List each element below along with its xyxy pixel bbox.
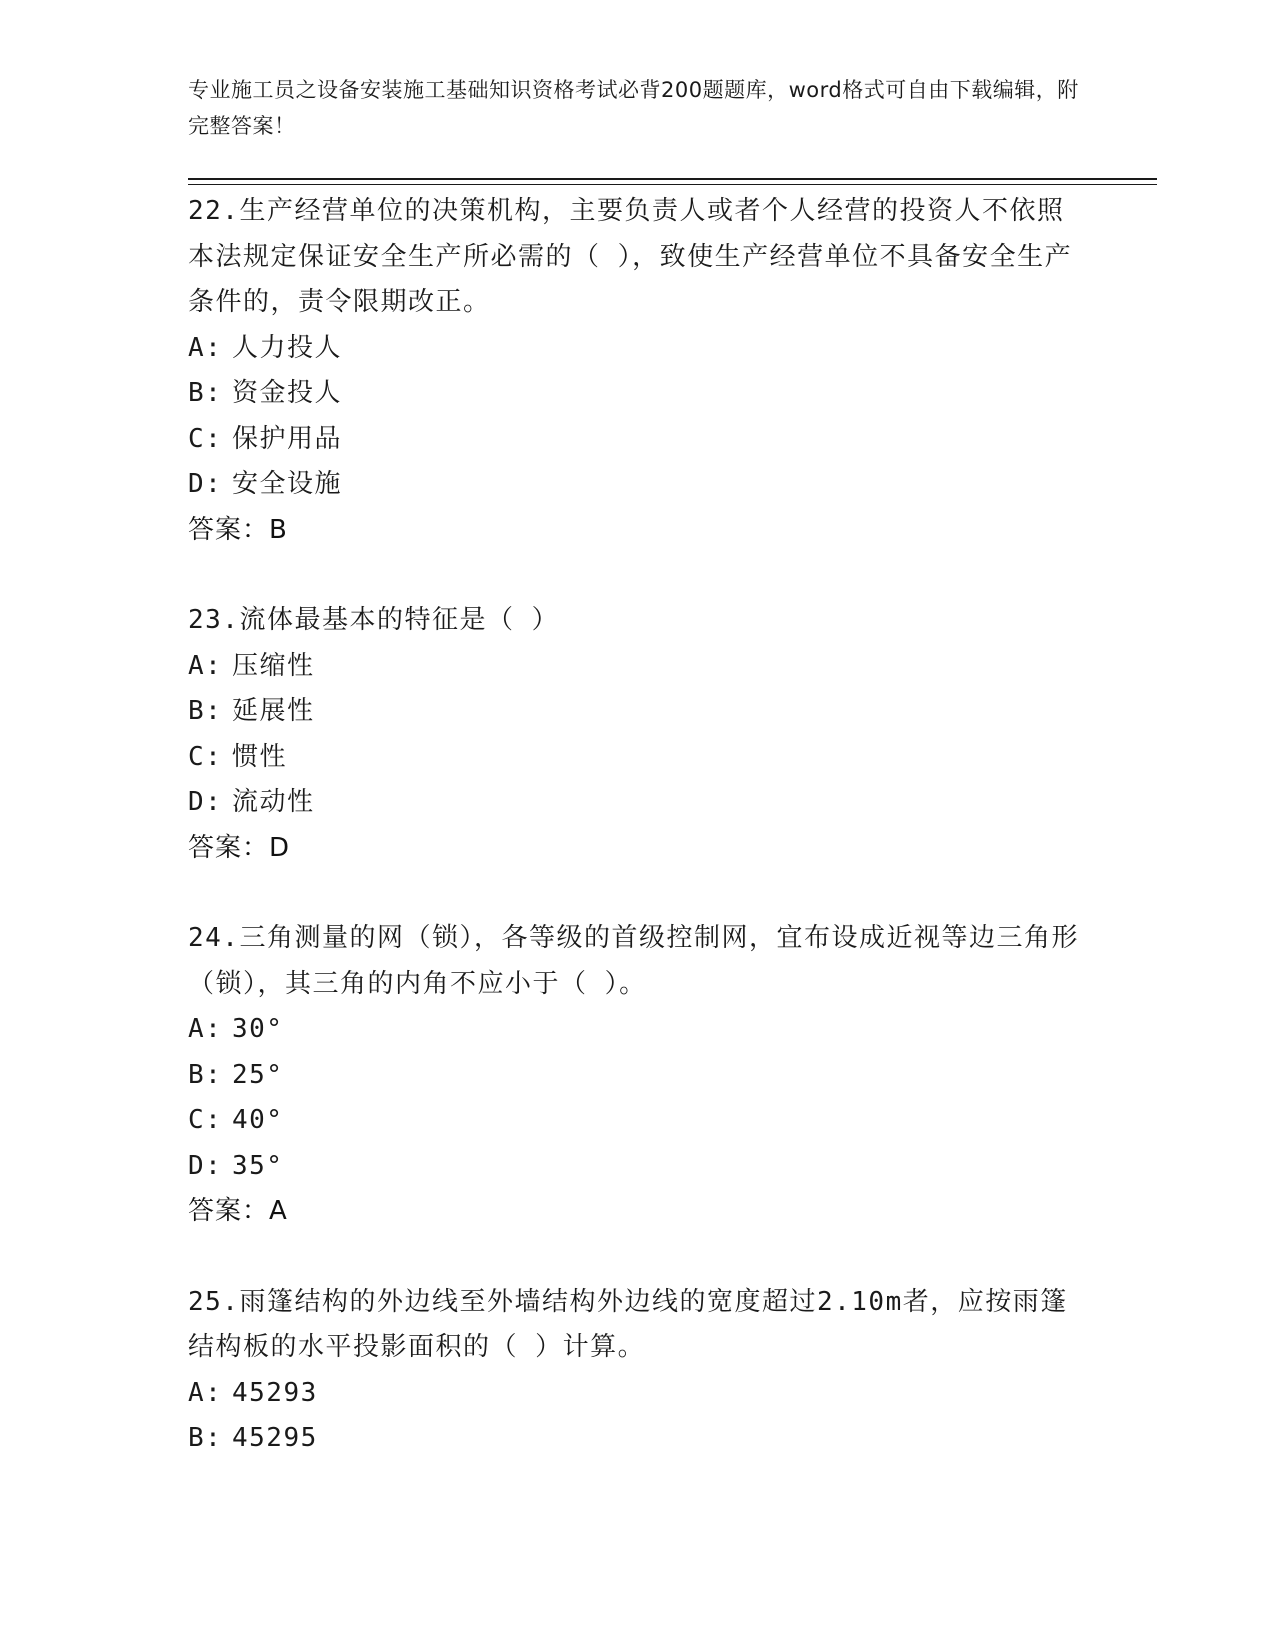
question-spacer xyxy=(188,1235,1088,1280)
option-key: B: xyxy=(188,1059,223,1090)
option-text: 流动性 xyxy=(232,787,315,817)
option-key: A: xyxy=(188,332,223,363)
option-b xyxy=(188,1053,1088,1099)
option-key: C: xyxy=(188,423,223,454)
answer-line: 答案：A xyxy=(188,1196,288,1226)
option-d xyxy=(188,780,1088,826)
option-a xyxy=(188,1007,1088,1053)
option-c xyxy=(188,417,1088,463)
option-c xyxy=(188,735,1088,781)
option-key: C: xyxy=(188,1105,223,1135)
option-text: 30° xyxy=(232,1014,284,1044)
answer-line: 答案：B xyxy=(188,514,288,545)
question-stem: 23.流体最基本的特征是（ ） xyxy=(188,605,560,635)
option-key: B: xyxy=(188,378,223,408)
option-text: 保护用品 xyxy=(232,423,343,454)
option-text: 45293 xyxy=(232,1377,318,1408)
option-key: D: xyxy=(188,787,223,817)
question-23 xyxy=(188,598,1088,871)
option-text: 惯性 xyxy=(232,741,288,772)
document-header: 专业施工员之设备安装施工基础知识资格考试必背200题题库，word格式可自由下载编辑，附完整答案！ xyxy=(188,78,1079,138)
option-key: D: xyxy=(188,1150,223,1181)
option-key: A: xyxy=(188,1377,223,1408)
question-list xyxy=(188,189,1088,1462)
option-text: 45295 xyxy=(232,1423,318,1453)
option-text: 资金投人 xyxy=(232,378,343,408)
option-d xyxy=(188,462,1088,508)
option-key: A: xyxy=(188,1014,223,1044)
option-text: 压缩性 xyxy=(232,650,315,681)
option-text: 25° xyxy=(232,1059,284,1090)
option-a xyxy=(188,644,1088,690)
header-divider-thick xyxy=(188,178,1157,180)
option-key: A: xyxy=(188,650,223,681)
option-b xyxy=(188,1416,1088,1462)
option-b xyxy=(188,371,1088,417)
option-a xyxy=(188,1371,1088,1417)
question-stem: 25.雨篷结构的外边线至外墙结构外边线的宽度超过2.10m者，应按雨篷结构板的水平投影面积的（ ）计算。 xyxy=(188,1286,1068,1362)
question-spacer xyxy=(188,553,1088,598)
option-b xyxy=(188,689,1088,735)
option-key: B: xyxy=(188,1423,223,1453)
question-stem: 22.生产经营单位的决策机构，主要负责人或者个人经营的投资人不依照本法规定保证安全生产所必需的（ ），致使生产经营单位不具备安全生产条件的，责令限期改正。 xyxy=(188,196,1073,317)
question-25 xyxy=(188,1280,1088,1462)
option-key: D: xyxy=(188,469,223,499)
question-spacer xyxy=(188,871,1088,916)
question-24 xyxy=(188,916,1088,1235)
answer-line: 答案：D xyxy=(188,832,291,863)
option-text: 延展性 xyxy=(232,696,315,726)
option-key: B: xyxy=(188,696,223,726)
option-c xyxy=(188,1098,1088,1144)
option-d xyxy=(188,1144,1088,1190)
question-stem: 24.三角测量的网（锁），各等级的首级控制网，宜布设成近视等边三角形（锁），其三角的内角不应小于（ ）。 xyxy=(188,923,1079,999)
option-text: 35° xyxy=(232,1150,284,1181)
option-text: 40° xyxy=(232,1105,284,1135)
option-text: 安全设施 xyxy=(232,469,343,499)
question-22 xyxy=(188,189,1088,553)
header-divider-thin xyxy=(188,184,1157,185)
option-key: C: xyxy=(188,741,223,772)
option-a xyxy=(188,326,1088,372)
option-text: 人力投人 xyxy=(232,332,343,363)
